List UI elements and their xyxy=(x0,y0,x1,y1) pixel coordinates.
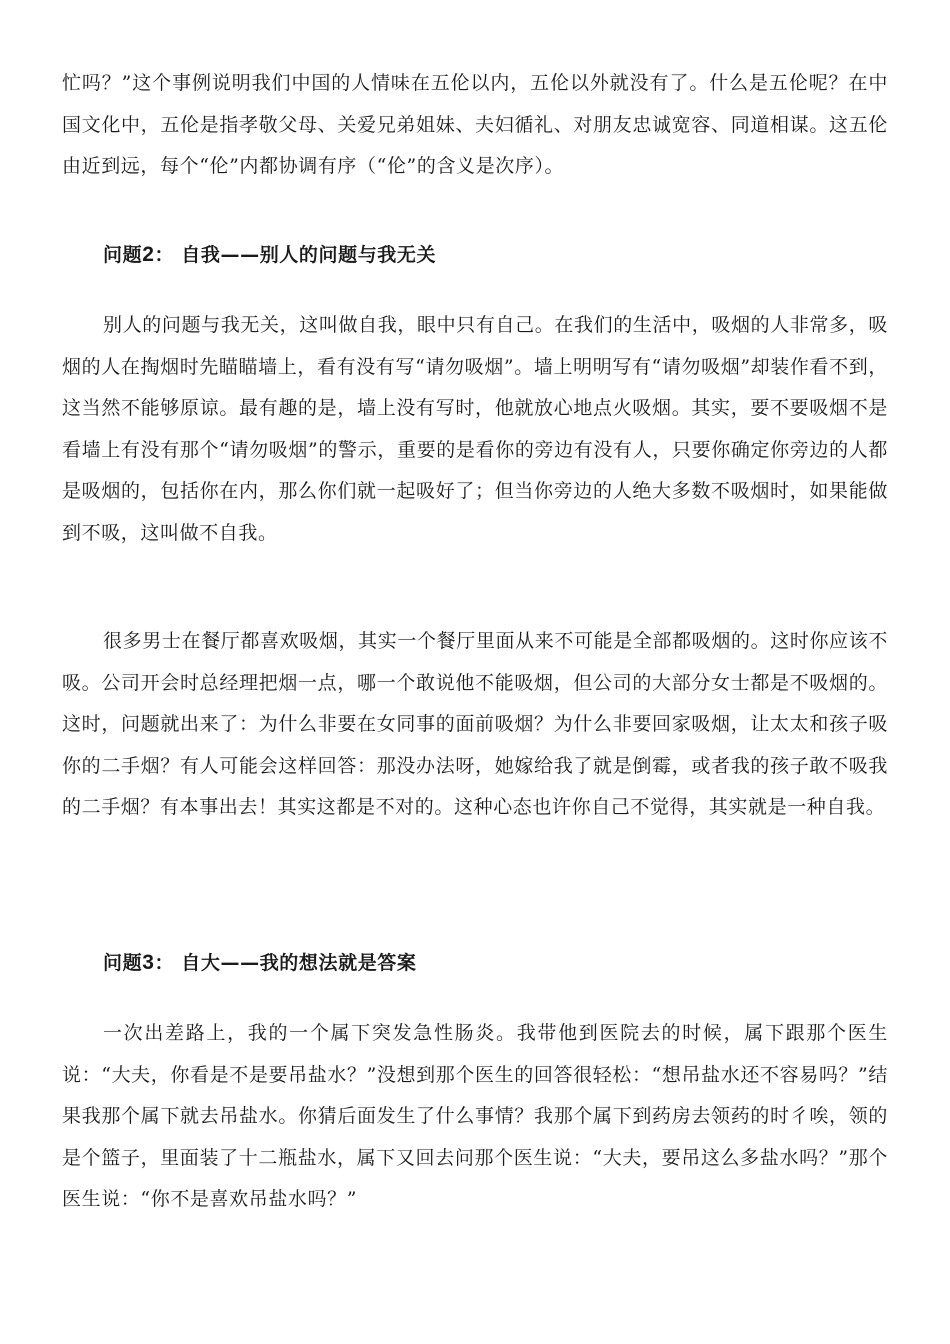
paragraph-five-relationships: 忙吗？”这个事例说明我们中国的人情味在五伦以内，五伦以外就没有了。什么是五伦呢？在中国文化中，五伦是指孝敬父母、关爱兄弟姐妹、夫妇循礼、对朋友忠诚宽容、同道相谋。这五伦由近到远，每个“伦”内都协调有序（“伦”的含义是次序）。 xyxy=(62,72,888,177)
heading-title: ： 自我——别人的问题与我无关 xyxy=(154,244,437,266)
heading-prefix: 问题 xyxy=(103,952,143,974)
paragraph-saline-drip-story: 一次出差路上，我的一个属下突发急性肠炎。我带他到医院去的时候，属下跟那个医生说：“大夫，你看是不是要吊盐水？”没想到那个医生的回答很轻松：“想吊盐水还不容易吗？”结果我那个属下就去吊盐水。你猜后面发生了什么事情？我那个属下到药房去领药的时彳唉，领的是个篮子，里面装了十二瓶盐水，属下又回去问那个医生说：“大夫，要吊这么多盐水吗？”那个医生说：“你不是喜欢吊盐水吗？” xyxy=(62,1022,888,1210)
heading-number: 2 xyxy=(142,243,155,266)
paragraph-self-centered: 别人的问题与我无关，这叫做自我，眼中只有自己。在我们的生活中，吸烟的人非常多，吸烟的人在掏烟时先瞄瞄墙上，看有没有写“请勿吸烟”。墙上明明写有“请勿吸烟”却装作看不到，这当然不能够原谅。最有趣的是，墙上没有写时，他就放心地点火吸烟。其实，要不要吸烟不是看墙上有没有那个“请勿吸烟”的警示，重要的是看你的旁边有没有人，只要你确定你旁边的人都是吸烟的，包括你在内，那么你们就一起吸好了；但当你旁边的人绝大多数不吸烟时，如果能做到不吸，这叫做不自我。 xyxy=(62,314,888,544)
section-heading-problem-2 xyxy=(103,240,436,270)
heading-number: 3 xyxy=(142,951,155,974)
section-heading-problem-3 xyxy=(103,948,417,978)
heading-title: ： 自大——我的想法就是答案 xyxy=(154,952,417,974)
heading-prefix: 问题 xyxy=(103,244,143,266)
paragraph-smoking-restaurant: 很多男士在餐厅都喜欢吸烟，其实一个餐厅里面从来不可能是全部都吸烟的。这时你应该不吸。公司开会时总经理把烟一点，哪一个敢说他不能吸烟，但公司的大部分女士都是不吸烟的。这时，问题就出来了：为什么非要在女同事的面前吸烟？为什么非要回家吸烟，让太太和孩子吸你的二手烟？有人可能会这样回答：那没办法呀，她嫁给我了就是倒霉，或者我的孩子敢不吸我的二手烟？有本事出去！其实这都是不对的。这种心态也许你自己不觉得，其实就是一种自我。 xyxy=(62,630,888,818)
